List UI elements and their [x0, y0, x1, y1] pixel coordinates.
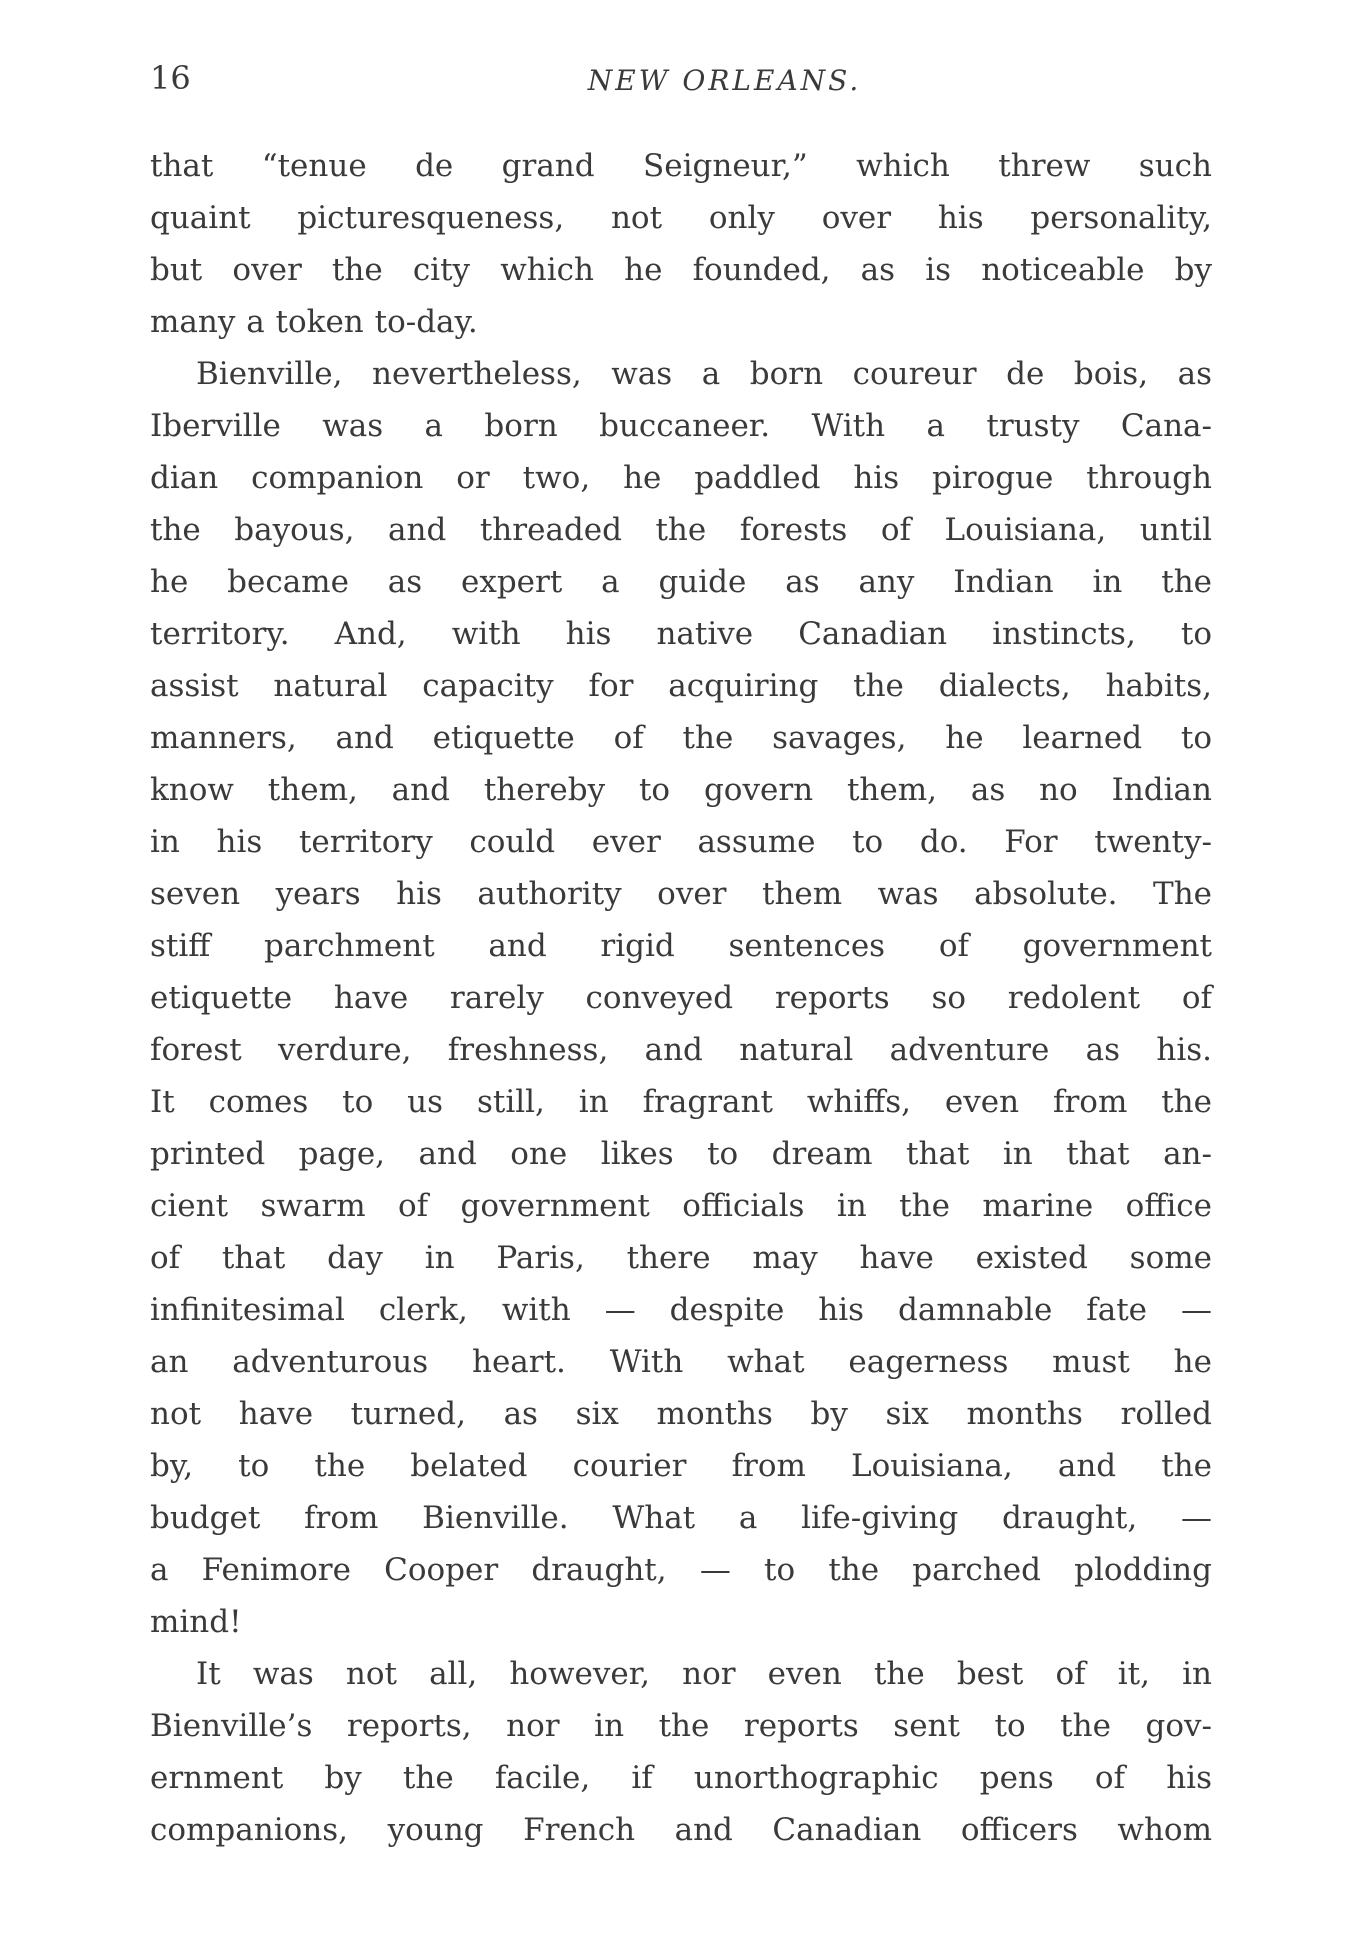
text-line: he became as expert a guide as any Indian in the — [150, 564, 1212, 600]
text-line: in his territory could ever assume to do. For twenty- — [150, 824, 1212, 860]
text-line: know them, and thereby to govern them, as no Indian — [150, 772, 1212, 808]
text-line: ernment by the facile, if unorthographic pens of his — [150, 1760, 1212, 1796]
text-line: forest verdure, freshness, and natural adventure as his. — [150, 1032, 1212, 1068]
text-line: budget from Bienville. What a life-giving draught, — — [150, 1500, 1212, 1536]
text-line: that “tenue de grand Seigneur,” which threw such — [150, 148, 1212, 184]
text-line: mind! — [150, 1604, 242, 1640]
text-line: an adventurous heart. With what eagerness must he — [150, 1344, 1212, 1380]
text-line: Iberville was a born buccaneer. With a trusty Cana- — [150, 408, 1212, 444]
text-line: It comes to us still, in fragrant whiffs, even from the — [150, 1084, 1212, 1120]
text-line: the bayous, and threaded the forests of Louisiana, until — [150, 512, 1212, 548]
running-head-title: NEW ORLEANS. — [587, 64, 862, 97]
text-line: dian companion or two, he paddled his pirogue through — [150, 460, 1212, 496]
text-line: printed page, and one likes to dream that in that an- — [150, 1136, 1212, 1172]
text-line: many a token to-day. — [150, 304, 478, 340]
text-line: infinitesimal clerk, with — despite his damnable fate — — [150, 1292, 1212, 1328]
text-line: of that day in Paris, there may have existed some — [150, 1240, 1212, 1276]
text-line: quaint picturesqueness, not only over his personality, — [150, 200, 1212, 236]
text-line: not have turned, as six months by six months rolled — [150, 1396, 1212, 1432]
body-text — [150, 140, 1212, 1856]
text-line: Bienville’s reports, nor in the reports sent to the gov- — [150, 1708, 1212, 1744]
text-line: seven years his authority over them was absolute. The — [150, 876, 1212, 912]
text-line: assist natural capacity for acquiring the dialects, habits, — [150, 668, 1212, 704]
text-line: territory. And, with his native Canadian instincts, to — [150, 616, 1212, 652]
text-line: companions, young French and Canadian officers whom — [150, 1812, 1212, 1848]
text-line: It was not all, however, nor even the best of it, in — [196, 1656, 1212, 1692]
text-line: a Fenimore Cooper draught, — to the parched plodding — [150, 1552, 1212, 1588]
text-line: cient swarm of government officials in the marine office — [150, 1188, 1212, 1224]
page-number: 16 — [150, 59, 191, 97]
text-line: manners, and etiquette of the savages, he learned to — [150, 720, 1212, 756]
text-line: etiquette have rarely conveyed reports so redolent of — [150, 980, 1212, 1016]
text-line: but over the city which he founded, as is noticeable by — [150, 252, 1212, 288]
text-line: Bienville, nevertheless, was a born coureur de bois, as — [196, 356, 1212, 392]
text-line: by, to the belated courier from Louisiana, and the — [150, 1448, 1212, 1484]
text-line: stiff parchment and rigid sentences of government — [150, 928, 1212, 964]
